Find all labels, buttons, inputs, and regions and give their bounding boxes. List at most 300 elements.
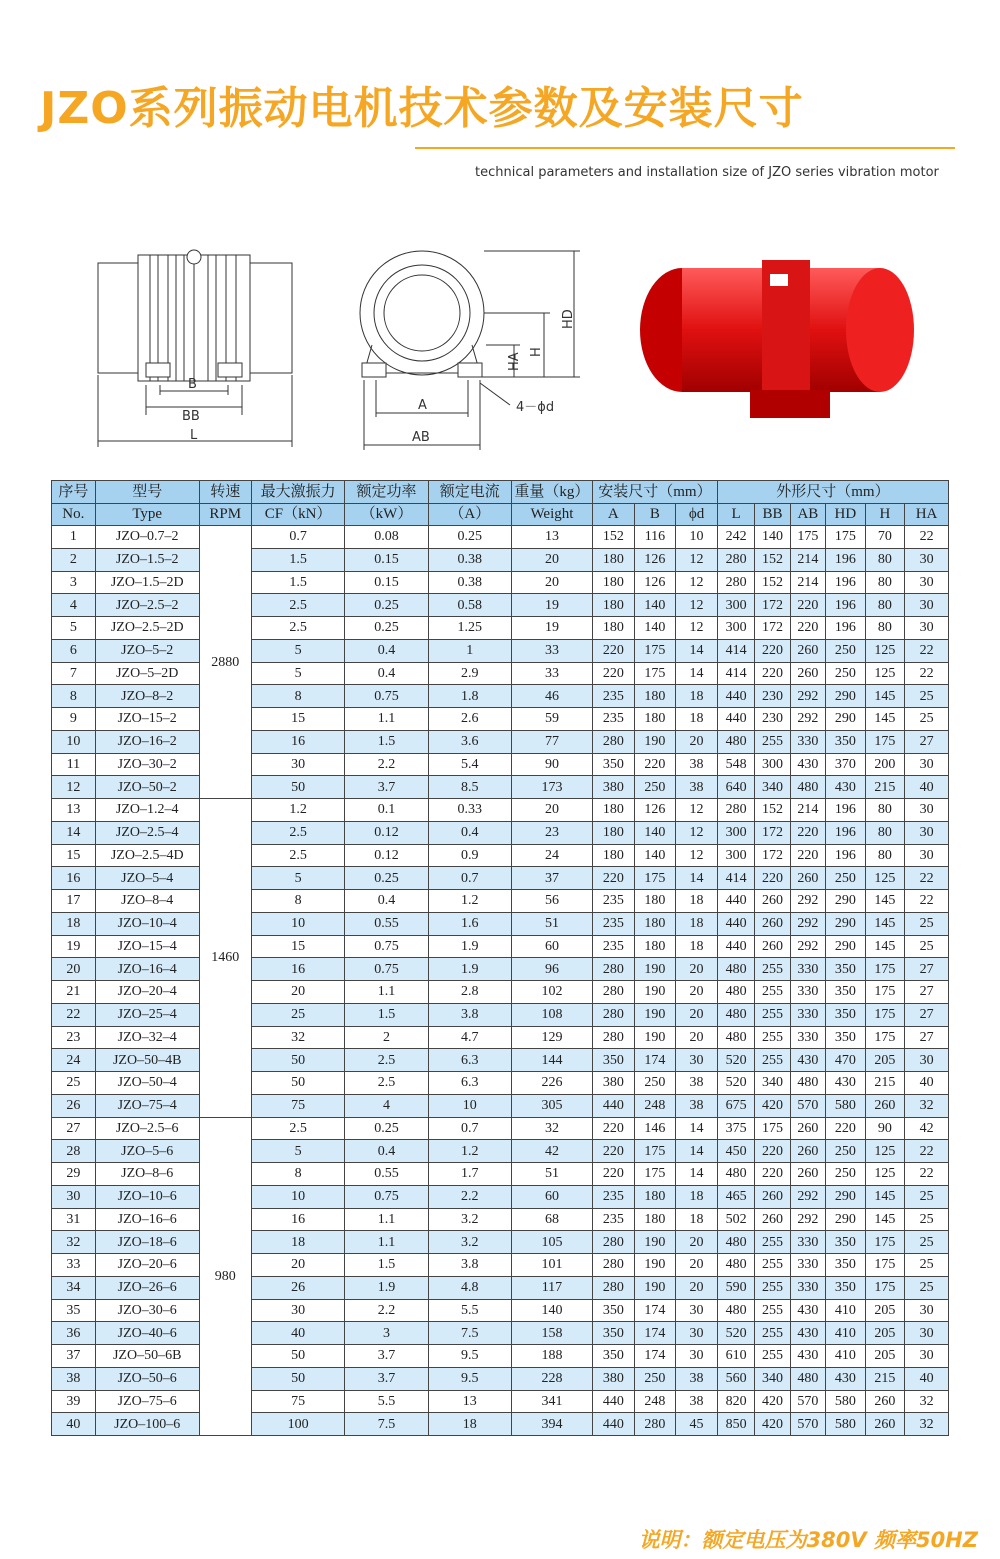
cell-cf: 40	[251, 1322, 345, 1345]
cell-type: JZO–16–2	[95, 730, 199, 753]
cell-ab: 220	[790, 594, 825, 617]
cell-kw: 7.5	[345, 1413, 428, 1436]
cell-install-b: 280	[634, 1413, 676, 1436]
cell-ha: 32	[905, 1413, 949, 1436]
cell-kw: 3.7	[345, 1367, 428, 1390]
th-hd: HD	[826, 504, 866, 526]
th-install-d: ϕd	[676, 504, 718, 526]
cell-kw: 2.2	[345, 753, 428, 776]
table-row	[52, 594, 949, 617]
cell-bb: 172	[755, 594, 790, 617]
table-row	[52, 1140, 949, 1163]
cell-install-a: 235	[593, 890, 635, 913]
cell-cf: 2.5	[251, 594, 345, 617]
cell-install-a: 380	[593, 1072, 635, 1095]
cell-ha: 30	[905, 617, 949, 640]
table-row	[52, 1185, 949, 1208]
cell-bb: 340	[755, 1367, 790, 1390]
cell-ab: 292	[790, 890, 825, 913]
cell-current: 4.7	[428, 1026, 511, 1049]
cell-type: JZO–8–6	[95, 1163, 199, 1186]
cell-bb: 172	[755, 821, 790, 844]
cell-weight: 105	[511, 1231, 592, 1254]
cell-install-d: 18	[676, 1185, 718, 1208]
cell-bb: 172	[755, 844, 790, 867]
cell-no: 39	[52, 1390, 96, 1413]
cell-weight: 173	[511, 776, 592, 799]
cell-install-b: 175	[634, 1140, 676, 1163]
cell-type: JZO–10–6	[95, 1185, 199, 1208]
cell-cf: 10	[251, 912, 345, 935]
cell-hd: 350	[826, 1003, 866, 1026]
cell-type: JZO–40–6	[95, 1322, 199, 1345]
cell-hd: 350	[826, 1276, 866, 1299]
cell-no: 28	[52, 1140, 96, 1163]
cell-ab: 260	[790, 1140, 825, 1163]
cell-ab: 430	[790, 753, 825, 776]
cell-bb: 230	[755, 685, 790, 708]
cell-rpm: 2880	[199, 526, 251, 799]
th-ab: AB	[790, 504, 825, 526]
cell-install-d: 18	[676, 685, 718, 708]
cell-install-d: 12	[676, 594, 718, 617]
cell-bb: 255	[755, 958, 790, 981]
cell-install-a: 235	[593, 685, 635, 708]
cell-hd: 196	[826, 571, 866, 594]
cell-l: 480	[717, 1254, 754, 1277]
cell-install-a: 280	[593, 1254, 635, 1277]
cell-h: 80	[865, 548, 905, 571]
cell-install-d: 38	[676, 1072, 718, 1095]
table-row	[52, 1094, 949, 1117]
cell-ab: 175	[790, 526, 825, 549]
cell-current: 18	[428, 1413, 511, 1436]
cell-install-b: 190	[634, 1003, 676, 1026]
cell-cf: 50	[251, 1345, 345, 1368]
table-row	[52, 548, 949, 571]
cell-install-b: 116	[634, 526, 676, 549]
cell-ha: 22	[905, 867, 949, 890]
cell-h: 80	[865, 799, 905, 822]
cell-hd: 290	[826, 708, 866, 731]
cell-l: 675	[717, 1094, 754, 1117]
cell-ab: 430	[790, 1299, 825, 1322]
cell-current: 6.3	[428, 1049, 511, 1072]
cell-weight: 20	[511, 548, 592, 571]
cell-hd: 196	[826, 799, 866, 822]
cell-cf: 15	[251, 935, 345, 958]
cell-type: JZO–15–4	[95, 935, 199, 958]
cell-current: 0.25	[428, 526, 511, 549]
cell-hd: 580	[826, 1390, 866, 1413]
cell-type: JZO–1.2–4	[95, 799, 199, 822]
cell-h: 80	[865, 617, 905, 640]
cell-kw: 2.2	[345, 1299, 428, 1322]
cell-h: 205	[865, 1299, 905, 1322]
cell-no: 27	[52, 1117, 96, 1140]
cell-bb: 260	[755, 890, 790, 913]
cell-ha: 25	[905, 1185, 949, 1208]
cell-hd: 350	[826, 1231, 866, 1254]
cell-l: 520	[717, 1072, 754, 1095]
cell-h: 205	[865, 1049, 905, 1072]
cell-l: 480	[717, 730, 754, 753]
cell-install-b: 190	[634, 1254, 676, 1277]
cell-type: JZO–2.5–6	[95, 1117, 199, 1140]
cell-ab: 570	[790, 1094, 825, 1117]
cell-ha: 25	[905, 912, 949, 935]
cell-kw: 0.4	[345, 890, 428, 913]
cell-install-a: 350	[593, 753, 635, 776]
cell-kw: 1.1	[345, 981, 428, 1004]
cell-hd: 196	[826, 594, 866, 617]
cell-ab: 480	[790, 1367, 825, 1390]
cell-install-d: 20	[676, 1254, 718, 1277]
cell-ab: 260	[790, 1163, 825, 1186]
th-rpm-en: RPM	[199, 504, 251, 526]
table-row	[52, 958, 949, 981]
dim-l-label: L	[190, 428, 198, 443]
cell-install-a: 220	[593, 639, 635, 662]
cell-ha: 25	[905, 685, 949, 708]
cell-kw: 1.5	[345, 1254, 428, 1277]
table-row	[52, 1345, 949, 1368]
cell-kw: 0.4	[345, 662, 428, 685]
cell-kw: 2.5	[345, 1072, 428, 1095]
cell-ha: 30	[905, 753, 949, 776]
th-ha: HA	[905, 504, 949, 526]
cell-current: 1.9	[428, 958, 511, 981]
cell-install-d: 20	[676, 1003, 718, 1026]
cell-install-a: 180	[593, 799, 635, 822]
cell-no: 14	[52, 821, 96, 844]
table-row	[52, 1072, 949, 1095]
cell-l: 502	[717, 1208, 754, 1231]
cell-cf: 50	[251, 1049, 345, 1072]
cell-bb: 255	[755, 1003, 790, 1026]
cell-type: JZO–20–4	[95, 981, 199, 1004]
cell-bb: 152	[755, 799, 790, 822]
cell-kw: 0.25	[345, 617, 428, 640]
cell-l: 440	[717, 912, 754, 935]
cell-current: 1.7	[428, 1163, 511, 1186]
cell-current: 3.8	[428, 1003, 511, 1026]
cell-l: 520	[717, 1322, 754, 1345]
cell-current: 3.2	[428, 1231, 511, 1254]
cell-no: 21	[52, 981, 96, 1004]
cell-install-d: 20	[676, 1231, 718, 1254]
cell-ha: 30	[905, 594, 949, 617]
cell-install-a: 235	[593, 935, 635, 958]
cell-ha: 30	[905, 1345, 949, 1368]
cell-hd: 196	[826, 844, 866, 867]
cell-current: 10	[428, 1094, 511, 1117]
cell-install-d: 38	[676, 1367, 718, 1390]
cell-ab: 330	[790, 1231, 825, 1254]
cell-kw: 0.75	[345, 1185, 428, 1208]
cell-current: 0.38	[428, 548, 511, 571]
cell-install-d: 18	[676, 708, 718, 731]
cell-l: 300	[717, 844, 754, 867]
cell-weight: 51	[511, 1163, 592, 1186]
cell-install-a: 350	[593, 1049, 635, 1072]
cell-ha: 32	[905, 1094, 949, 1117]
th-h: H	[865, 504, 905, 526]
cell-cf: 1.2	[251, 799, 345, 822]
cell-kw: 1.1	[345, 1208, 428, 1231]
cell-weight: 144	[511, 1049, 592, 1072]
cell-install-b: 180	[634, 935, 676, 958]
cell-h: 205	[865, 1322, 905, 1345]
cell-install-d: 12	[676, 844, 718, 867]
cell-type: JZO–32–4	[95, 1026, 199, 1049]
th-weight: 重量（kg）	[511, 481, 592, 504]
cell-bb: 255	[755, 1049, 790, 1072]
cell-install-d: 14	[676, 1117, 718, 1140]
cell-hd: 290	[826, 912, 866, 935]
cell-l: 465	[717, 1185, 754, 1208]
cell-ab: 480	[790, 1072, 825, 1095]
cell-ha: 32	[905, 1390, 949, 1413]
cell-install-b: 140	[634, 844, 676, 867]
cell-install-d: 14	[676, 1140, 718, 1163]
cell-ab: 292	[790, 1208, 825, 1231]
cell-hd: 350	[826, 1026, 866, 1049]
cell-current: 0.4	[428, 821, 511, 844]
cell-no: 5	[52, 617, 96, 640]
cell-install-b: 250	[634, 1367, 676, 1390]
cell-install-b: 180	[634, 912, 676, 935]
cell-hd: 250	[826, 1140, 866, 1163]
cell-l: 300	[717, 821, 754, 844]
cell-cf: 20	[251, 981, 345, 1004]
cell-install-b: 190	[634, 730, 676, 753]
cell-ha: 27	[905, 730, 949, 753]
cell-cf: 16	[251, 1208, 345, 1231]
cell-install-a: 440	[593, 1413, 635, 1436]
red-vibration-motor-photo	[630, 250, 930, 430]
cell-weight: 33	[511, 662, 592, 685]
cell-ha: 25	[905, 1276, 949, 1299]
cell-weight: 59	[511, 708, 592, 731]
cell-h: 145	[865, 890, 905, 913]
dim-h-label: H	[529, 347, 544, 357]
dim-bb-label: BB	[182, 409, 200, 424]
cell-cf: 100	[251, 1413, 345, 1436]
th-cf-en: CF（kN）	[251, 504, 345, 526]
cell-install-a: 220	[593, 1117, 635, 1140]
cell-bb: 230	[755, 708, 790, 731]
cell-kw: 0.25	[345, 594, 428, 617]
cell-ha: 25	[905, 1231, 949, 1254]
cell-weight: 129	[511, 1026, 592, 1049]
cell-bb: 260	[755, 1208, 790, 1231]
cell-h: 145	[865, 1208, 905, 1231]
cell-kw: 1.1	[345, 1231, 428, 1254]
cell-no: 11	[52, 753, 96, 776]
cell-h: 145	[865, 935, 905, 958]
cell-install-d: 30	[676, 1299, 718, 1322]
table-row	[52, 912, 949, 935]
cell-l: 300	[717, 594, 754, 617]
cell-kw: 0.12	[345, 821, 428, 844]
th-no: 序号	[52, 481, 96, 504]
cell-type: JZO–15–2	[95, 708, 199, 731]
cell-ab: 292	[790, 912, 825, 935]
cell-no: 15	[52, 844, 96, 867]
cell-ha: 40	[905, 1367, 949, 1390]
cell-install-d: 10	[676, 526, 718, 549]
cell-current: 2.8	[428, 981, 511, 1004]
cell-bb: 140	[755, 526, 790, 549]
cell-type: JZO–50–4B	[95, 1049, 199, 1072]
cell-hd: 470	[826, 1049, 866, 1072]
cell-kw: 5.5	[345, 1390, 428, 1413]
cell-install-b: 126	[634, 548, 676, 571]
cell-no: 32	[52, 1231, 96, 1254]
cell-ha: 22	[905, 1140, 949, 1163]
cell-weight: 341	[511, 1390, 592, 1413]
cell-type: JZO–50–6	[95, 1367, 199, 1390]
cell-l: 375	[717, 1117, 754, 1140]
cell-install-b: 140	[634, 617, 676, 640]
cell-install-a: 235	[593, 1185, 635, 1208]
cell-bb: 420	[755, 1094, 790, 1117]
cell-ha: 22	[905, 526, 949, 549]
cell-kw: 0.25	[345, 867, 428, 890]
table-row	[52, 867, 949, 890]
cell-ha: 30	[905, 844, 949, 867]
cell-kw: 4	[345, 1094, 428, 1117]
cell-install-a: 440	[593, 1390, 635, 1413]
cell-install-b: 248	[634, 1390, 676, 1413]
table-row	[52, 730, 949, 753]
cell-current: 1.25	[428, 617, 511, 640]
spec-table-body	[52, 526, 949, 1436]
cell-type: JZO–8–2	[95, 685, 199, 708]
cell-h: 175	[865, 1026, 905, 1049]
cell-ab: 330	[790, 958, 825, 981]
cell-type: JZO–25–4	[95, 1003, 199, 1026]
cell-ab: 220	[790, 844, 825, 867]
cell-bb: 220	[755, 1140, 790, 1163]
cell-bb: 255	[755, 1254, 790, 1277]
cell-bb: 260	[755, 1185, 790, 1208]
cell-ab: 480	[790, 776, 825, 799]
cell-current: 4.8	[428, 1276, 511, 1299]
title-underline	[415, 147, 955, 149]
cell-weight: 226	[511, 1072, 592, 1095]
cell-install-b: 140	[634, 594, 676, 617]
cell-l: 414	[717, 867, 754, 890]
cell-cf: 5	[251, 662, 345, 685]
cell-install-b: 190	[634, 1026, 676, 1049]
cell-weight: 20	[511, 799, 592, 822]
cell-cf: 5	[251, 867, 345, 890]
cell-kw: 0.75	[345, 935, 428, 958]
cell-cf: 50	[251, 776, 345, 799]
cell-install-b: 174	[634, 1322, 676, 1345]
cell-kw: 1.9	[345, 1276, 428, 1299]
cell-hd: 250	[826, 1163, 866, 1186]
cell-ha: 22	[905, 639, 949, 662]
cell-ab: 430	[790, 1322, 825, 1345]
cell-no: 19	[52, 935, 96, 958]
cell-no: 22	[52, 1003, 96, 1026]
cell-type: JZO–26–6	[95, 1276, 199, 1299]
cell-rpm: 1460	[199, 799, 251, 1118]
cell-current: 1	[428, 639, 511, 662]
cell-install-d: 38	[676, 753, 718, 776]
cell-ab: 260	[790, 662, 825, 685]
cell-weight: 188	[511, 1345, 592, 1368]
cell-kw: 1.5	[345, 1003, 428, 1026]
th-current-en: （A）	[428, 504, 511, 526]
cell-type: JZO–0.7–2	[95, 526, 199, 549]
cell-install-a: 350	[593, 1322, 635, 1345]
cell-hd: 196	[826, 821, 866, 844]
cell-kw: 3	[345, 1322, 428, 1345]
side-view-drawing	[90, 245, 310, 455]
cell-h: 125	[865, 1140, 905, 1163]
th-no-en: No.	[52, 504, 96, 526]
cell-h: 215	[865, 776, 905, 799]
cell-l: 280	[717, 548, 754, 571]
cell-l: 610	[717, 1345, 754, 1368]
cell-type: JZO–18–6	[95, 1231, 199, 1254]
table-row	[52, 1208, 949, 1231]
cell-hd: 410	[826, 1345, 866, 1368]
cell-hd: 290	[826, 1185, 866, 1208]
cell-install-d: 20	[676, 1276, 718, 1299]
th-bb: BB	[755, 504, 790, 526]
cell-ha: 25	[905, 1254, 949, 1277]
table-row	[52, 685, 949, 708]
cell-l: 440	[717, 935, 754, 958]
cell-no: 31	[52, 1208, 96, 1231]
cell-hd: 350	[826, 981, 866, 1004]
cell-cf: 2.5	[251, 617, 345, 640]
th-type: 型号	[95, 481, 199, 504]
cell-install-b: 190	[634, 981, 676, 1004]
cell-hd: 175	[826, 526, 866, 549]
cell-no: 7	[52, 662, 96, 685]
cell-no: 23	[52, 1026, 96, 1049]
cell-type: JZO–5–2	[95, 639, 199, 662]
cell-h: 205	[865, 1345, 905, 1368]
cell-cf: 18	[251, 1231, 345, 1254]
cell-weight: 20	[511, 571, 592, 594]
cell-kw: 3.7	[345, 1345, 428, 1368]
cell-install-a: 180	[593, 571, 635, 594]
cell-install-d: 30	[676, 1049, 718, 1072]
dim-ab-label: AB	[412, 430, 430, 445]
cell-ha: 30	[905, 548, 949, 571]
cell-install-a: 380	[593, 1367, 635, 1390]
cell-cf: 8	[251, 1163, 345, 1186]
cell-hd: 430	[826, 776, 866, 799]
cell-l: 520	[717, 1049, 754, 1072]
cell-no: 34	[52, 1276, 96, 1299]
cell-ab: 430	[790, 1345, 825, 1368]
cell-install-b: 174	[634, 1049, 676, 1072]
cell-h: 125	[865, 662, 905, 685]
cell-current: 1.2	[428, 1140, 511, 1163]
cell-cf: 75	[251, 1094, 345, 1117]
cell-ab: 330	[790, 981, 825, 1004]
cell-install-d: 12	[676, 548, 718, 571]
cell-install-a: 280	[593, 1231, 635, 1254]
